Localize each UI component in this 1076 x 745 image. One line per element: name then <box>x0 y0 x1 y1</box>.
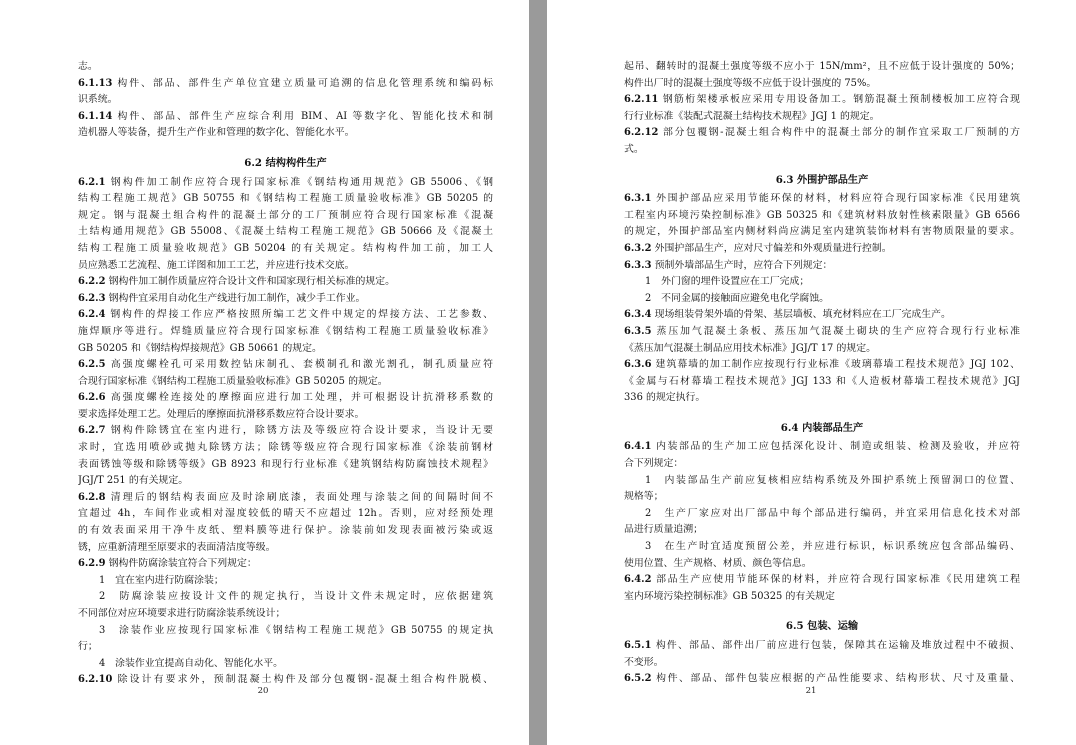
text-line: 志。 <box>78 61 98 72</box>
document-page-left <box>0 0 529 745</box>
text-line: 宜超过 4h，车间作业或相对湿度较低的晴天不应超过 12h。否则，应对经预处理 <box>78 508 493 520</box>
section-heading: 6.2 结构构件生产 <box>244 156 327 169</box>
text-line: 锈，应重新清理至原要求的表面清洁度等级。 <box>78 541 276 553</box>
text-line: 行行业标准《装配式混凝土结构技术规程》JGJ 1 的规定。 <box>624 110 880 122</box>
text-line: 要求选择处理工艺。处理后的摩擦面抗滑移系数应符合设计要求。 <box>78 408 365 420</box>
text-line: 施焊顺序等进行。焊缝质量应符合现行国家标准《钢结构工程施工质量验收标准》 <box>78 325 493 337</box>
document-page-right <box>547 0 1076 745</box>
text-line: 6.5.1 构件、部品、部件出厂前应进行包装，保障其在运输及堆放过程中不破损、 <box>624 640 1020 651</box>
text-line: 6.2.3 钢构件宜采用自动化生产线进行加工制作，减少手工作业。 <box>78 292 366 304</box>
text-line: 表面锈蚀等级和除锈等级》GB 8923 和现行行业标准《建筑钢结构防腐蚀技术规程》 <box>78 458 493 470</box>
text-line: 3 在生产时宜适度预留公差，并应进行标识，标识系统应包含部品编码、 <box>645 541 1020 553</box>
text-line: 土结构通用规范》GB 55008、《混凝土结构工程施工规范》GB 50666 及《混凝土 <box>78 226 493 238</box>
text-line: 式。 <box>624 143 644 155</box>
page-left-text <box>78 59 493 689</box>
clause-number: 6.1.14 <box>78 110 113 122</box>
section-heading: 6.4 内装部品生产 <box>780 421 864 434</box>
text-line: 使用位置、生产规格、材质、颜色等信息。 <box>624 557 812 569</box>
text-line: 6.3.6 建筑幕墙的加工制作应按现行行业标准《玻璃幕墙工程技术规范》JGJ 102、 <box>624 359 1020 371</box>
text-line: 2 生产厂家应对出厂部品中每个部品进行编码，并宜采用信息化技术对部 <box>645 507 1020 519</box>
text-line: 的有效表面采用干净牛皮纸、塑料膜等进行保护。涂装前如发现表面被污染或返 <box>78 525 493 537</box>
clause-number: 6.2.7 <box>78 425 106 437</box>
clause-number: 6.5.2 <box>624 673 652 685</box>
text-line: 6.2.1 钢构件加工制作应符合现行国家标准《钢结构通用规范》GB 55006、《钢 <box>78 176 493 188</box>
clause-number: 6.5.1 <box>624 640 652 651</box>
text-line: 规格等； <box>624 491 664 503</box>
clause-number: 6.2.9 <box>78 558 106 570</box>
section-heading: 6.5 包装、运输 <box>785 620 859 633</box>
clause-number: 6.2.3 <box>78 292 106 304</box>
text-line: 6.2.2 钢构件加工制作质量应符合设计文件和国家现行相关标准的规定。 <box>78 276 396 288</box>
text-line: 品进行质量追溯； <box>624 524 704 536</box>
text-line: 6.1.14 构件、部品、部件生产应综合利用 BIM、AI 等数字化、智能化技术和制 <box>78 110 493 122</box>
clause-number: 6.2.5 <box>78 359 106 371</box>
clause-number: 6.2.8 <box>78 491 106 503</box>
clause-number: 6.2.6 <box>78 392 106 404</box>
text-line: 6.5.2 构件、部品、部件包装应根据的产品性能要求、结构形状、尺寸及重量、 <box>624 673 1020 685</box>
text-line: 6.2.12 部分包覆钢-混凝土组合构件中的混凝土部分的制作宜采取工厂预制的方 <box>624 127 1020 139</box>
text-line: 1 内装部品生产前应复核相应结构系统及外围护系统上预留洞口的位置、 <box>645 474 1020 486</box>
text-line: 工程室内环境污染控制标准》GB 50325 和《建筑材料放射性核素限量》GB 6566 <box>624 209 1020 221</box>
text-line: 6.1.13 构件、部品、部件生产单位宜建立质量可追溯的信息化管理系统和编码标 <box>78 77 493 89</box>
text-line: 结构工程施工质量验收规范》GB 50204 的有关规定。结构构件加工前，加工人 <box>78 242 493 254</box>
text-line: 造机器人等装备，提升生产作业和管理的数字化、智能化水平。 <box>78 127 355 139</box>
text-line: 规定。钢与混凝土组合构件的混凝土部分的工厂预制应符合现行国家标准《混凝 <box>78 209 493 221</box>
section-heading: 6.3 外围护部品生产 <box>775 173 869 186</box>
clause-number: 6.2.2 <box>78 276 106 288</box>
text-line: 6.2.8 清理后的钢结构表面应及时涂刷底漆，表面处理与涂装之间的间隔时间不 <box>78 491 493 503</box>
text-line: 室内环境污染控制标准》GB 50325 的有关规定 <box>624 590 835 602</box>
text-line: 336 的规定执行。 <box>624 392 706 404</box>
text-line: 合现行国家标准《钢结构工程施工质量验收标准》GB 50205 的规定。 <box>78 375 388 387</box>
text-line: 《金属与石材幕墙工程技术规范》JGJ 133 和《人造板材幕墙工程技术规范》JGJ <box>624 375 1020 387</box>
text-line: 6.3.5 蒸压加气混凝土条板、蒸压加气混凝土砌块的生产应符合现行行业标准 <box>624 325 1020 337</box>
clause-number: 6.3.1 <box>624 193 652 205</box>
text-line: 1 外门窗的埋件设置应在工厂完成； <box>645 276 810 288</box>
text-line: 识系统。 <box>78 94 118 106</box>
text-line: 6.2.7 钢构件除锈宜在室内进行，除锈方法及等级应符合设计要求，当设计无要 <box>78 425 493 437</box>
text-line: 1 宜在室内进行防腐涂装； <box>99 574 224 586</box>
text-line: 6.2.11 钢筋桁架楼承板应采用专用设备加工。钢筋混凝土预制楼板加工应符合现 <box>624 94 1020 106</box>
text-line: 不同部位对应环境要求进行防腐涂装系统设计； <box>78 608 286 619</box>
page-number: 20 <box>257 686 269 696</box>
text-line: 6.3.1 外围护部品应采用节能环保的材料，材料应符合现行国家标准《民用建筑 <box>624 193 1020 205</box>
page-right-text <box>624 59 1020 688</box>
clause-number: 6.2.10 <box>78 674 113 686</box>
page-number: 21 <box>805 686 817 696</box>
clause-number: 6.1.13 <box>78 77 113 89</box>
text-line: 行； <box>78 641 98 653</box>
text-line: 不变形。 <box>624 656 664 668</box>
clause-number: 6.2.12 <box>624 127 659 139</box>
text-line: 员应熟悉工艺流程、施工详图和加工工艺，并应进行技术交底。 <box>78 259 355 271</box>
text-line: 《蒸压加气混凝土制品应用技术标准》JGJ/T 17 的规定。 <box>624 342 876 354</box>
clause-number: 6.3.5 <box>624 325 652 337</box>
text-line: 6.2.5 高强度螺栓孔可采用数控钻床制孔、套模制孔和激光割孔，制孔质量应符 <box>78 359 493 371</box>
clause-number: 6.2.4 <box>78 309 106 321</box>
text-line: GB 50205 和《钢结构焊接规范》GB 50661 的规定。 <box>78 342 322 354</box>
clause-number: 6.3.6 <box>624 359 652 371</box>
text-line: 求时，宜选用喷砂或抛丸除锈方法；除锈等级应符合现行国家标准《涂装前钢材 <box>78 442 493 454</box>
text-line: 3 涂装作业应按现行国家标准《钢结构工程施工规范》GB 50755 的规定执 <box>99 624 493 636</box>
text-line: 的规定，外围护部品室内侧材料尚应满足室内建筑装饰材料有害物质限量的要求。 <box>624 226 1020 238</box>
text-line: 6.2.10 除设计有要求外，预制混凝土构件及部分包覆钢-混凝土组合构件脱模、 <box>78 674 493 686</box>
clause-number: 6.3.3 <box>624 259 652 271</box>
clause-number: 6.4.1 <box>624 441 652 453</box>
text-line: 2 防腐涂装应按设计文件的规定执行，当设计文件未规定时，应依据建筑 <box>99 591 493 603</box>
clause-number: 6.4.2 <box>624 574 652 586</box>
clause-number: 6.3.2 <box>624 242 652 254</box>
text-line: 6.3.4 现场组装骨架外墙的骨架、基层墙板、填充材料应在工厂完成生产。 <box>624 309 951 321</box>
text-line: 6.2.9 钢构件防腐涂装宜符合下列规定： <box>78 558 257 570</box>
text-line: 4 涂装作业宜提高自动化、智能化水平。 <box>99 657 284 669</box>
clause-number: 6.2.1 <box>78 176 106 188</box>
text-line: 合下列规定： <box>624 458 684 470</box>
text-line: 结构工程施工规范》GB 50755 和《钢结构工程施工质量验收标准》GB 50205 的 <box>78 193 493 205</box>
text-line: 6.2.6 高强度螺栓连接处的摩擦面应进行加工处理，并可根据设计抗滑移系数的 <box>78 392 493 404</box>
text-line: JGJ/T 251 的有关规定。 <box>78 475 189 487</box>
clause-number: 6.2.11 <box>624 94 659 106</box>
text-line: 2 不同金属的接触面应避免电化学腐蚀。 <box>645 292 830 304</box>
text-line: 6.3.2 外围护部品生产，应对尺寸偏差和外观质量进行控制。 <box>624 242 892 254</box>
text-line: 构件出厂时的混凝土强度等级不应低于设计强度的 75%。 <box>624 77 877 89</box>
text-line: 起吊、翻转时的混凝土强度等级不应小于 15N/mm²，且不应低于设计强度的 50%； <box>624 61 1020 72</box>
clause-number: 6.3.4 <box>624 309 652 321</box>
text-line: 6.3.3 预制外墙部品生产时，应符合下列规定： <box>624 259 833 271</box>
text-line: 6.2.4 钢构件的焊接工作应严格按照所编工艺文件中规定的焊接方法、工艺参数、 <box>78 309 493 321</box>
text-line: 6.4.2 部品生产应使用节能环保的材料，并应符合现行国家标准《民用建筑工程 <box>624 574 1020 586</box>
text-line: 6.4.1 内装部品的生产加工应包括深化设计、制造或组装、检测及验收，并应符 <box>624 441 1020 453</box>
